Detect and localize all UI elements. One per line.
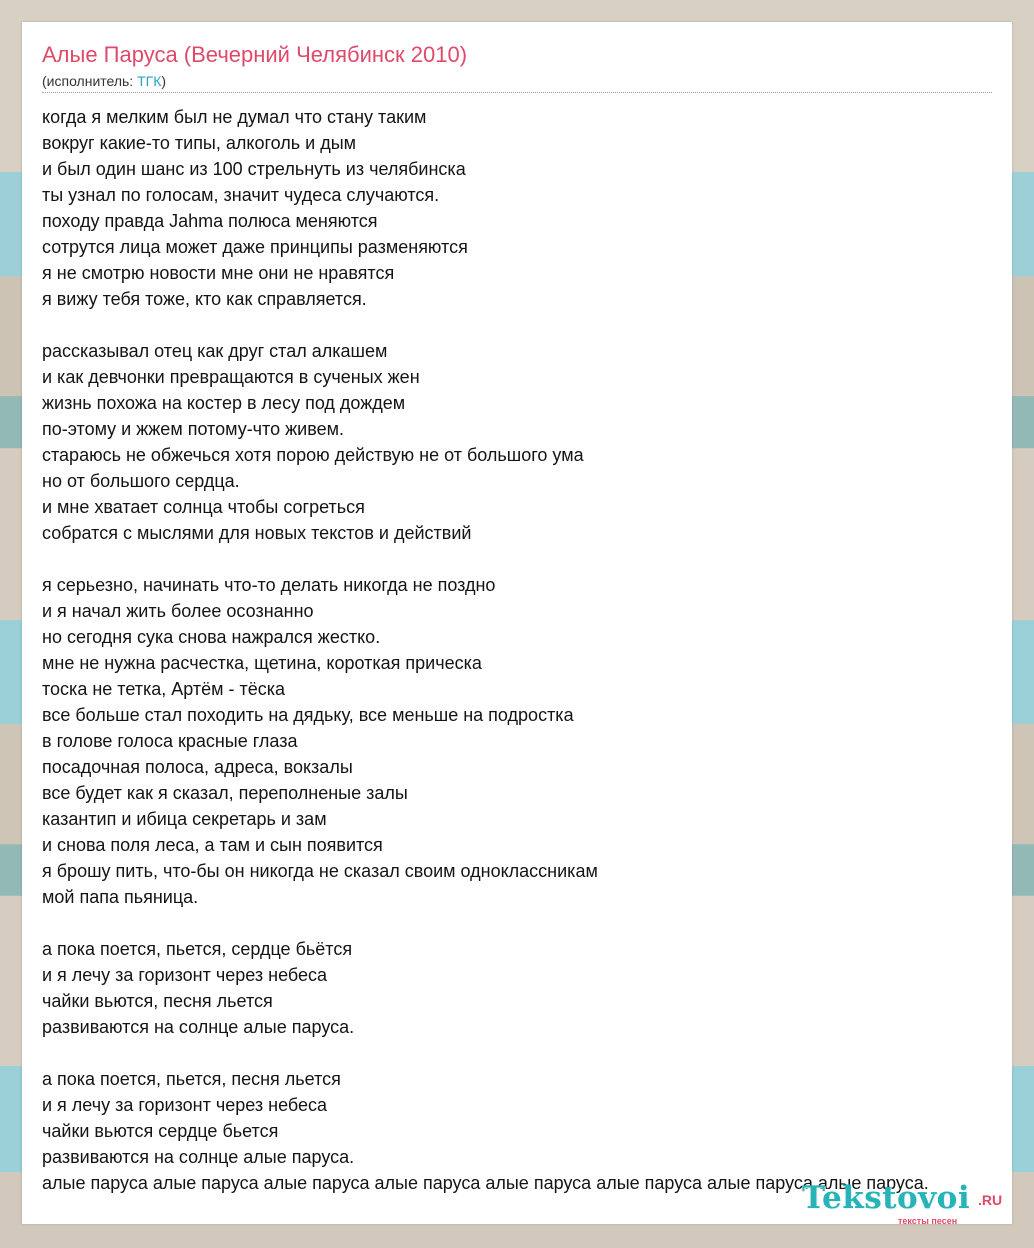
lyrics-line: чайки вьются, песня льется [42, 991, 273, 1011]
logo-domain: .RU [978, 1192, 1003, 1208]
lyrics-line: и снова поля леса, а там и сын появится [42, 835, 383, 855]
lyrics-line: а пока поется, пьется, сердце бьётся [42, 939, 353, 959]
lyrics-line: казантип и ибица секретарь и зам [42, 809, 327, 829]
lyrics-line: все будет как я сказал, переполненые залы [42, 783, 408, 803]
lyrics-line: стараюсь не обжечься хотя порою действую не от большого ума [42, 445, 584, 465]
lyrics-line: ты узнал по голосам, значит чудеса случаются. [42, 185, 440, 205]
lyrics-line: я брошу пить, что-бы он никогда не сказал своим одноклассникам [42, 861, 598, 881]
lyrics-line: я серьезно, начинать что-то делать никогда не поздно [42, 575, 496, 595]
lyrics-line: и мне хватает солнца чтобы согреться [42, 497, 365, 517]
performer-line [42, 73, 166, 89]
lyrics-line: развиваются на солнце алые паруса. [42, 1017, 355, 1037]
lyrics-blank-line [42, 312, 1034, 338]
title-divider [42, 92, 992, 93]
lyrics-line: я не смотрю новости мне они не нравятся [42, 263, 395, 283]
lyrics-line: но от большого сердца. [42, 471, 240, 491]
lyrics-blank-line [42, 910, 1034, 936]
site-logo[interactable] [802, 1180, 1012, 1230]
lyrics-line: сотрутся лица может даже принципы разменяются [42, 237, 468, 257]
lyrics-line: собратся с мыслями для новых текстов и действий [42, 523, 472, 543]
lyrics-blank-line [42, 1040, 1034, 1066]
lyrics-blank-line [42, 546, 1034, 572]
performer-link[interactable]: ТГК [137, 73, 162, 89]
lyrics-line: и я лечу за горизонт через небеса [42, 1095, 328, 1115]
lyrics-line: когда я мелким был не думал что стану таким [42, 107, 427, 127]
performer-prefix: (исполнитель: [42, 73, 138, 89]
lyrics-line: вокруг какие-то типы, алкоголь и дым [42, 133, 357, 153]
lyrics-line: тоска не тетка, Артём - тёска [42, 679, 286, 699]
logo-tagline: тексты песен [898, 1216, 958, 1226]
lyrics-line: но сегодня сука снова нажрался жестко. [42, 627, 381, 647]
logo-wordmark: Tekstovoi [802, 1180, 971, 1216]
lyrics-line: и я лечу за горизонт через небеса [42, 965, 328, 985]
lyrics-line: и я начал жить более осознанно [42, 601, 314, 621]
lyrics-line: и как девчонки превращаются в сученых жен [42, 367, 420, 387]
lyrics-line: и был один шанс из 100 стрельнуть из челябинска [42, 159, 466, 179]
song-title: Алые Паруса (Вечерний Челябинск 2010) [42, 42, 468, 67]
lyrics-line: в голове голоса красные глаза [42, 731, 298, 751]
lyrics-line: я вижу тебя тоже, кто как справляется. [42, 289, 367, 309]
lyrics-line: чайки вьются сердце бьется [42, 1121, 279, 1141]
lyrics-line: все больше стал походить на дядьку, все меньше на подростка [42, 705, 574, 725]
lyrics-line: а пока поется, пьется, песня льется [42, 1069, 341, 1089]
lyrics-line: по-этому и жжем потому-что живем. [42, 419, 344, 439]
lyrics-line: алые паруса алые паруса алые паруса алые паруса алые паруса алые паруса алые паруса алые паруса. [42, 1173, 929, 1193]
lyrics-line: мне не нужна расчестка, щетина, короткая прическа [42, 653, 482, 673]
lyrics-line: походу правда Jahma полюса меняются [42, 211, 378, 231]
lyrics-line: мой папа пьяница. [42, 887, 199, 907]
lyrics-line: посадочная полоса, адреса, вокзалы [42, 757, 353, 777]
lyrics-line: развиваются на солнце алые паруса. [42, 1147, 355, 1167]
lyrics-card [22, 22, 1012, 1224]
lyrics-line: жизнь похожа на костер в лесу под дождем [42, 393, 406, 413]
performer-suffix: ) [161, 73, 167, 89]
lyrics-text [42, 104, 1034, 1196]
lyrics-line: рассказывал отец как друг стал алкашем [42, 341, 388, 361]
